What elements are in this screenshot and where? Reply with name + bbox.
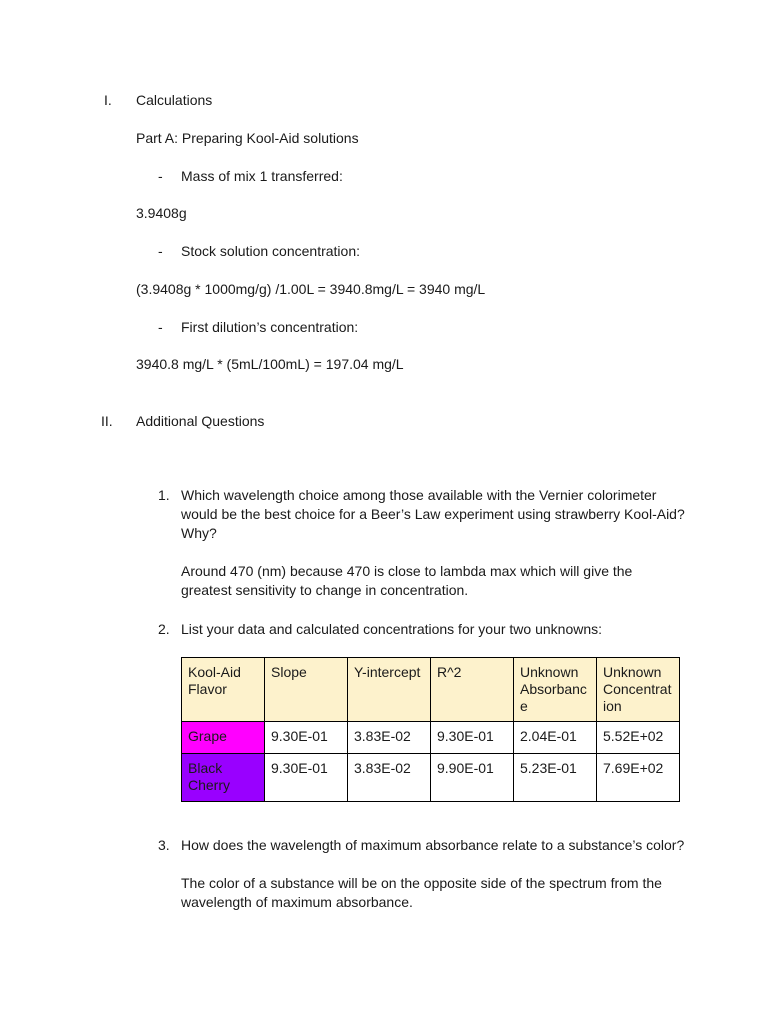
section-1-title: Calculations <box>136 92 213 108</box>
question-1-line: Which wavelength choice among those available with the Vernier colorimeter <box>181 487 657 503</box>
header-slope: Slope <box>265 658 348 722</box>
question-3-text: How does the wavelength of maximum absorbance relate to a substance’s color? <box>181 837 685 853</box>
unknown-concentration-cell: 7.69E+02 <box>597 754 680 802</box>
question-2-number: 2. <box>158 621 170 637</box>
header-r-squared: R^2 <box>431 658 514 722</box>
y-intercept-cell: 3.83E-02 <box>348 722 431 754</box>
question-1-number: 1. <box>158 487 170 503</box>
r-squared-cell: 9.30E-01 <box>431 722 514 754</box>
mass-value: 3.9408g <box>136 205 187 221</box>
y-intercept-cell: 3.83E-02 <box>348 754 431 802</box>
bullet-dash: - <box>158 243 163 259</box>
unknown-absorbance-cell: 5.23E-01 <box>514 754 597 802</box>
question-2-text: List your data and calculated concentrations for your two unknowns: <box>181 621 603 637</box>
unknowns-data-table <box>181 657 680 802</box>
table-header-row <box>182 658 680 722</box>
answer-line: Around 470 (nm) because 470 is close to lambda max which will give the <box>181 563 633 579</box>
part-a-heading: Part A: Preparing Kool-Aid solutions <box>136 130 359 146</box>
section-2-title: Additional Questions <box>136 413 265 429</box>
dilution-concentration-value: 3940.8 mg/L * (5mL/100mL) = 197.04 mg/L <box>136 356 404 372</box>
section-1-numeral: I. <box>104 92 112 108</box>
answer-line: The color of a substance will be on the opposite side of the spectrum from the <box>181 875 662 891</box>
bullet-dash: - <box>158 168 163 184</box>
header-unknown-concentration: Unknown Concentrat ion <box>597 658 680 722</box>
stock-concentration-label: Stock solution concentration: <box>181 243 360 259</box>
mass-label: Mass of mix 1 transferred: <box>181 168 343 184</box>
question-1-text <box>181 486 685 543</box>
slope-cell: 9.30E-01 <box>265 722 348 754</box>
stock-concentration-value: (3.9408g * 1000mg/g) /1.00L = 3940.8mg/L = 3940 mg/L <box>136 281 486 297</box>
question-3-answer <box>181 874 662 912</box>
header-kool-aid-flavor: Kool-Aid Flavor <box>182 658 265 722</box>
question-3-number: 3. <box>158 837 170 853</box>
question-1-line: would be the best choice for a Beer’s Law experiment using strawberry Kool-Aid? <box>181 506 685 522</box>
header-y-intercept: Y-intercept <box>348 658 431 722</box>
answer-line: greatest sensitivity to change in concentration. <box>181 582 469 598</box>
section-2-numeral: II. <box>101 413 113 429</box>
answer-line: wavelength of maximum absorbance. <box>181 894 413 910</box>
question-1-line: Why? <box>181 525 217 541</box>
flavor-cell-grape: Grape <box>182 722 265 754</box>
bullet-dash: - <box>158 319 163 335</box>
unknown-concentration-cell: 5.52E+02 <box>597 722 680 754</box>
header-unknown-absorbance: Unknown Absorbanc e <box>514 658 597 722</box>
unknown-absorbance-cell: 2.04E-01 <box>514 722 597 754</box>
table-row <box>182 722 680 754</box>
table-row <box>182 754 680 802</box>
dilution-concentration-label: First dilution’s concentration: <box>181 319 359 335</box>
slope-cell: 9.30E-01 <box>265 754 348 802</box>
r-squared-cell: 9.90E-01 <box>431 754 514 802</box>
question-1-answer <box>181 562 632 600</box>
flavor-cell-black-cherry: Black Cherry <box>182 754 265 802</box>
